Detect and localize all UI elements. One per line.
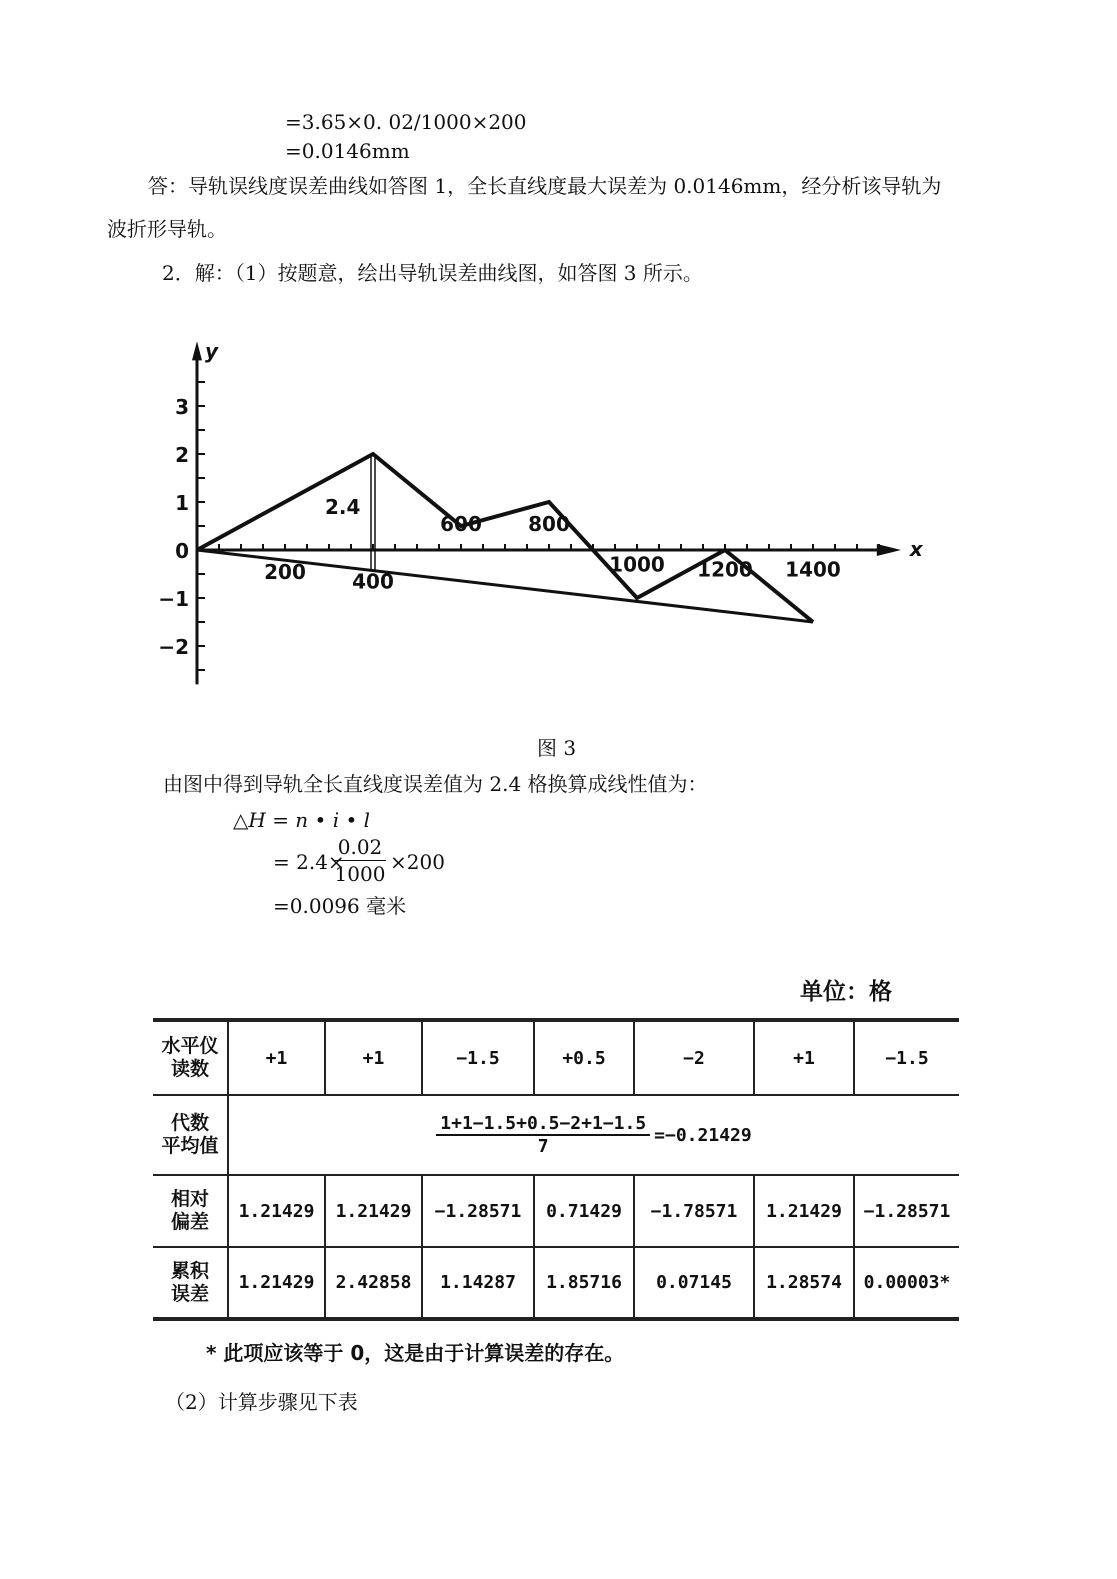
cumulative-cell: 1.14287 [422, 1247, 534, 1319]
fraction-denominator: 1000 [334, 862, 386, 886]
y-tick-label: 0 [175, 539, 189, 563]
x-axis-arrow [877, 544, 901, 556]
delta-symbol: △ [233, 808, 249, 832]
average-formula-cell [228, 1095, 959, 1175]
y-tick-label: 2 [175, 443, 189, 467]
average-fraction [436, 1113, 650, 1157]
formula-step-suffix: ×200 [390, 850, 445, 874]
formula-result: =0.0096 毫米 [273, 894, 407, 918]
x-tick-label: 400 [352, 569, 394, 594]
deviation-cell: 1.21429 [228, 1175, 325, 1247]
average-denominator: 7 [537, 1136, 549, 1157]
x-tick-label: 1200 [697, 557, 753, 582]
cumulative-cell: 1.21429 [228, 1247, 325, 1319]
deviation-cell: −1.78571 [634, 1175, 754, 1247]
error-curve-chart [140, 325, 980, 725]
step-2-heading: （2）计算步骤见下表 [165, 1390, 358, 1414]
x-tick-label: 200 [264, 559, 306, 584]
y-axis-label: y [205, 339, 219, 363]
reading-cell: −1.5 [854, 1020, 959, 1095]
formula-variables: H = n • i • l [248, 808, 371, 832]
x-tick-label: 1000 [609, 552, 665, 577]
formula-fraction [334, 834, 386, 887]
answer-paragraph-line-1: 答：导轨误线度误差曲线如答图 1，全长直线度最大误差为 0.0146mm，经分析该导轨为 [148, 174, 942, 198]
fraction-numerator: 0.02 [334, 834, 386, 861]
calculation-table [153, 1018, 959, 1321]
y-axis-arrow [192, 341, 202, 360]
table-row-average [153, 1095, 959, 1175]
y-tick-label: −2 [158, 635, 189, 659]
annotation-label: 2.4 [325, 495, 361, 519]
reading-cell: +1 [228, 1020, 325, 1095]
equation-line-2: =0.0146mm [285, 139, 410, 163]
average-result: =−0.21429 [654, 1124, 752, 1146]
deviation-cell: 0.71429 [534, 1175, 634, 1247]
reading-cell: +1 [325, 1020, 422, 1095]
equation-line-1: =3.65×0. 02/1000×200 [285, 110, 527, 134]
formula-definition [233, 806, 370, 834]
answer-paragraph-line-2: 波折形导轨。 [107, 217, 227, 241]
cumulative-cell: 1.85716 [534, 1247, 634, 1319]
deviation-cell: −1.28571 [854, 1175, 959, 1247]
deviation-cell: −1.28571 [422, 1175, 534, 1247]
row-header-cumulative: 累积 误差 [170, 1259, 209, 1305]
result-paragraph: 由图中得到导轨全长直线度误差值为 2.4 格换算成线性值为： [163, 772, 708, 796]
y-tick-label: −1 [158, 587, 189, 611]
table-row-readings [153, 1020, 959, 1095]
cumulative-cell: 0.00003* [854, 1247, 959, 1319]
table-unit-label: 单位：格 [800, 979, 892, 1005]
row-header-average: 代数 平均值 [161, 1112, 219, 1157]
x-axis-label: x [909, 537, 923, 561]
x-tick-label: 800 [528, 511, 570, 536]
table-row-cumulative [153, 1247, 959, 1319]
chart-labels [158, 339, 923, 659]
y-tick-label: 3 [175, 395, 189, 419]
formula-step-prefix: = 2.4× [273, 850, 345, 874]
figure-caption: 图 3 [537, 736, 577, 760]
deviation-cell: 1.21429 [325, 1175, 422, 1247]
cumulative-cell: 1.28574 [754, 1247, 854, 1319]
reading-cell: −2 [634, 1020, 754, 1095]
y-tick-label: 1 [175, 491, 189, 515]
table-row-deviation [153, 1175, 959, 1247]
x-tick-label: 600 [440, 511, 482, 536]
error-curve-line [197, 454, 813, 622]
reading-cell: +1 [754, 1020, 854, 1095]
row-header-deviation: 相对 偏差 [170, 1188, 209, 1233]
reading-cell: −1.5 [422, 1020, 534, 1095]
deviation-cell: 1.21429 [754, 1175, 854, 1247]
average-numerator: 1+1−1.5+0.5−2+1−1.5 [436, 1113, 650, 1136]
cumulative-cell: 0.07145 [634, 1247, 754, 1319]
x-tick-label: 1400 [785, 557, 841, 582]
table-footnote: * 此项应该等于 0，这是由于计算误差的存在。 [206, 1341, 625, 1365]
reading-cell: +0.5 [534, 1020, 634, 1095]
row-header-readings: 水平仪 读数 [161, 1035, 219, 1080]
solution-heading: 2．解：（1）按题意，绘出导轨误差曲线图，如答图 3 所示。 [162, 261, 703, 285]
chart-marks [197, 454, 813, 622]
cumulative-cell: 2.42858 [325, 1247, 422, 1319]
